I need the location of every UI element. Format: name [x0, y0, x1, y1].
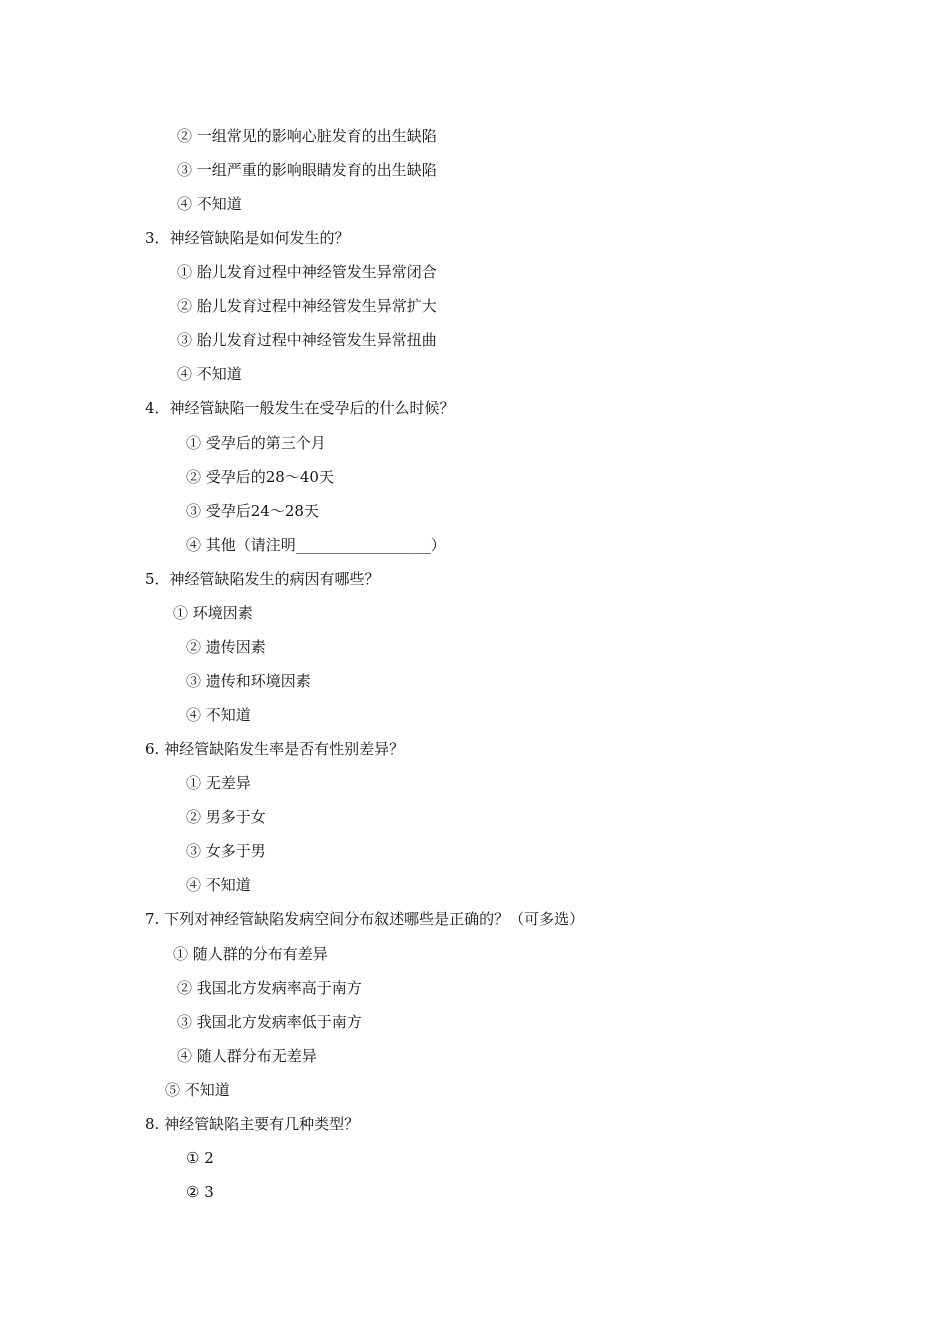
question-6: 6. 神经管缺陷发生率是否有性别差异？: [145, 740, 405, 758]
q6-option-3: ③ 女多于男: [186, 842, 266, 860]
q5-option-3: ③ 遗传和环境因素: [186, 672, 311, 690]
q8-option-1: ① 2: [186, 1149, 214, 1167]
q6-option-4: ④ 不知道: [186, 876, 251, 894]
q3-option-2: ② 胎儿发育过程中神经管发生异常扩大: [177, 297, 437, 315]
question-8: 8. 神经管缺陷主要有几种类型？: [145, 1115, 360, 1133]
q3-option-1: ① 胎儿发育过程中神经管发生异常闭合: [177, 263, 437, 281]
q6-option-1: ① 无差异: [186, 774, 251, 792]
q2-option-2: ② 一组常见的影响心脏发育的出生缺陷: [177, 127, 437, 145]
question-7: 7. 下列对神经管缺陷发病空间分布叙述哪些是正确的？（可多选）: [145, 910, 585, 928]
question-5: 5．神经管缺陷发生的病因有哪些？: [145, 570, 380, 588]
q6-option-2: ② 男多于女: [186, 808, 266, 826]
q5-option-4: ④ 不知道: [186, 706, 251, 724]
q3-option-4: ④ 不知道: [177, 365, 242, 383]
q4-option-4: ④ 其他（请注明__________________）: [186, 536, 446, 554]
q4-option-3: ③ 受孕后24～28天: [186, 502, 319, 520]
q7-option-5: ⑤ 不知道: [165, 1081, 230, 1099]
q5-option-1: ① 环境因素: [173, 604, 253, 622]
q8-option-2: ② 3: [186, 1183, 214, 1201]
q3-option-3: ③ 胎儿发育过程中神经管发生异常扭曲: [177, 331, 437, 349]
q5-option-2: ② 遗传因素: [186, 638, 266, 656]
q7-option-4: ④ 随人群分布无差异: [177, 1047, 317, 1065]
q7-option-1: ① 随人群的分布有差异: [173, 945, 328, 963]
q4-option-1: ① 受孕后的第三个月: [186, 434, 326, 452]
q2-option-4: ④ 不知道: [177, 195, 242, 213]
question-3: 3．神经管缺陷是如何发生的？: [145, 229, 350, 247]
q7-option-3: ③ 我国北方发病率低于南方: [177, 1013, 362, 1031]
q7-option-2: ② 我国北方发病率高于南方: [177, 979, 362, 997]
q4-option-2: ② 受孕后的28～40天: [186, 468, 334, 486]
q2-option-3: ③ 一组严重的影响眼睛发育的出生缺陷: [177, 161, 437, 179]
question-4: 4．神经管缺陷一般发生在受孕后的什么时候？: [145, 399, 455, 417]
